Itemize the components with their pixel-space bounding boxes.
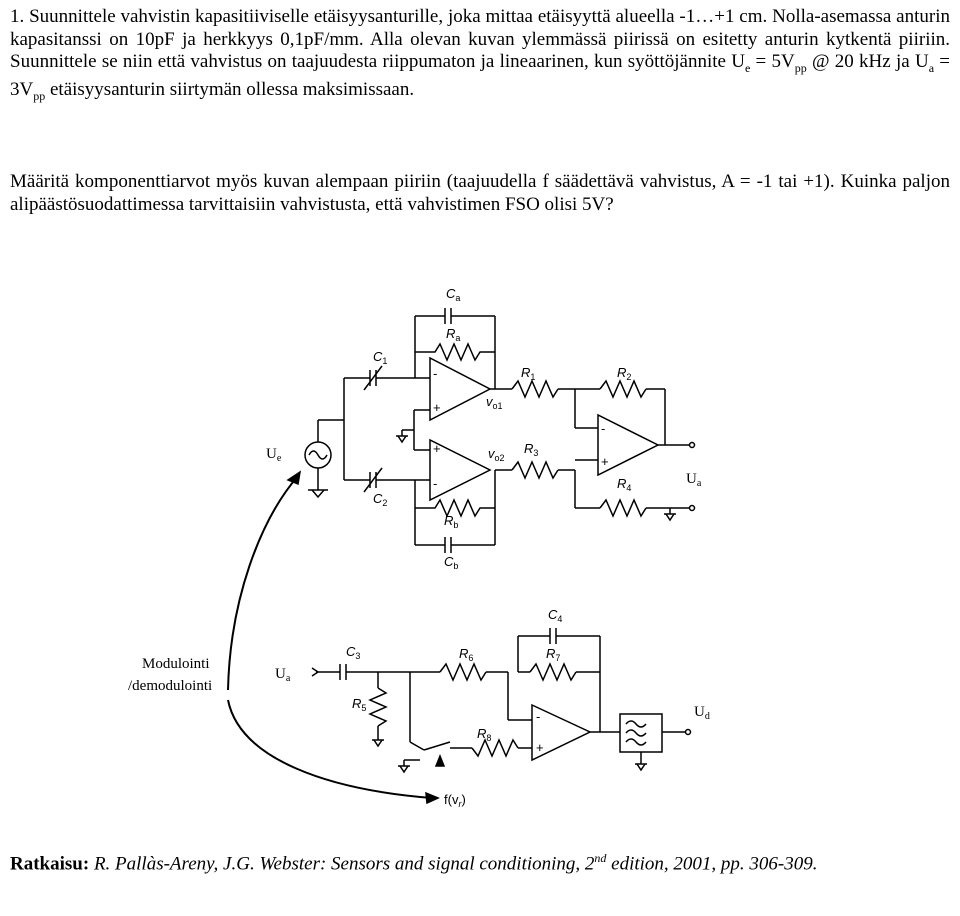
- label-fvr: $f(v_r)$: [444, 792, 466, 809]
- label-demodulation: /demodulointi: [128, 678, 213, 694]
- label-cb: $C_b$: [444, 554, 459, 571]
- label-r4: $R_4$: [617, 476, 632, 493]
- opamp1-minus: -: [433, 366, 438, 381]
- opamp-lower-plus: +: [536, 740, 544, 755]
- p1-sub: e: [744, 60, 751, 75]
- label-c2: $C_2$: [373, 491, 388, 508]
- label-c3: $C_3$: [346, 644, 361, 661]
- label-ud: $U_d$: [694, 704, 710, 722]
- p1-text: Suunnittele vahvistin kapasitiiviselle etäisyysanturille, joka mittaa etäisyyttä alueella -1…+1 cm. Nolla-asemassa anturin kapasitanssi on 10pF ja herkkyys 0,1pF/mm. Alla olevan kuvan ylemmässä piirissä on esitetty anturin kytkentä piiriin. Suunnittele se niin että vahvistus on taajuudesta riippumaton ja lineaarinen, kun syöttöjännite U: [10, 6, 950, 72]
- solution-reference: [10, 846, 955, 876]
- p1-text: = 3V: [10, 51, 950, 101]
- label-c4: $C_4$: [548, 607, 563, 624]
- p1-sub: pp: [33, 89, 46, 104]
- p1-text: = 5V: [750, 51, 795, 72]
- label-r5: $R_5$: [352, 696, 367, 713]
- p1-sub: pp: [794, 60, 807, 75]
- solution-sup: nd: [594, 851, 607, 865]
- label-ue: $U_e$: [266, 446, 282, 464]
- p1-text: etäisyysanturin siirtymän ollessa maksimissaan.: [45, 79, 415, 101]
- problem-number: 1.: [10, 6, 25, 27]
- opamp1-plus: +: [433, 400, 441, 415]
- problem-paragraph-2: Määritä komponenttiarvot myös kuvan alempaan piiriin (taajuudella f säädettävä vahvistus, A = -1 tai +1). Kuinka paljon alipäästösuodattimessa tarvittaisiin vahvistusta, että vahvistimen FSO olisi 5V?: [10, 171, 950, 215]
- label-r8: $R_8$: [477, 726, 492, 743]
- diff-plus: +: [601, 454, 609, 469]
- label-modulation: Modulointi: [142, 656, 210, 672]
- label-ua-top: $U_a$: [686, 471, 702, 489]
- label-rb: $R_b$: [444, 513, 459, 530]
- solution-authors: R. Pallàs-Areny, J.G. Webster: Sensors and signal conditioning, 2: [89, 853, 595, 875]
- label-ra: $R_a$: [446, 326, 461, 343]
- solution-label: Ratkaisu:: [10, 853, 90, 875]
- label-r3: $R_3$: [524, 441, 539, 458]
- diff-minus: -: [601, 421, 606, 436]
- label-ca: $C_a$: [446, 286, 461, 303]
- opamp2-plus: +: [433, 441, 441, 456]
- opamp2-minus: -: [433, 476, 438, 491]
- label-c1: $C_1$: [373, 349, 388, 366]
- p1-text: @ 20 kHz ja U: [806, 51, 929, 72]
- label-ua-bottom: $U_a$: [275, 666, 291, 684]
- label-vo1: $v_{o1}$: [486, 394, 503, 411]
- label-r2: $R_2$: [617, 365, 632, 382]
- label-r6: $R_6$: [459, 646, 474, 663]
- label-r1: $R_1$: [521, 365, 536, 382]
- p1-sub: a: [928, 60, 935, 75]
- opamp-lower-minus: -: [536, 709, 541, 724]
- label-vo2: $v_{o2}$: [488, 446, 505, 463]
- solution-rest: edition, 2001, pp. 306-309.: [606, 853, 818, 875]
- label-r7: $R_7$: [546, 646, 561, 663]
